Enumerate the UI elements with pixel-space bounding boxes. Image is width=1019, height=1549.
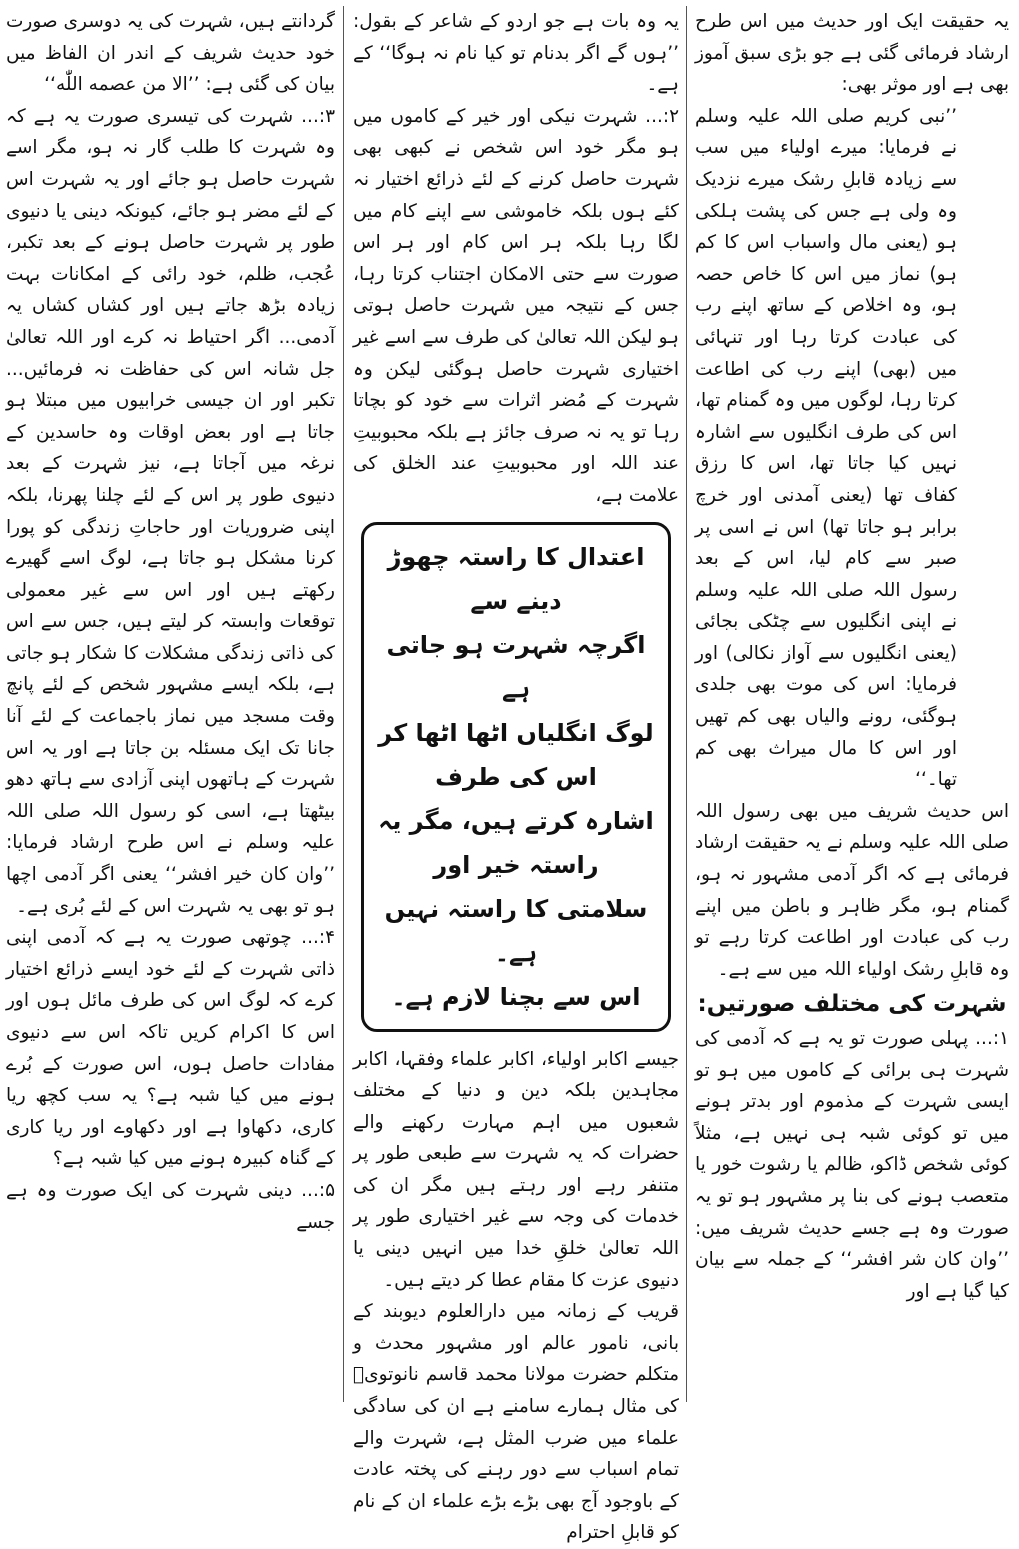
- callout-line: اشارہ کرتے ہیں، مگر یہ راستہ خیر اور: [378, 806, 654, 879]
- paragraph: ۱:... پہلی صورت تو یہ ہے کہ آدمی کی شہرت ہی برائی کے کاموں میں ہو تو ایسی شہرت کے مذموم اور بدتر ہونے میں تو کوئی شبہ ہی نہیں ہے، مثلاً کوئی شخص ڈاکو، ظالم یا رشوت خور یا متعصب ہونے کی بنا پر مشہور ہو تو یہ صورت وہ ہے جسے حدیث شریف میں: ’’وان کان شر افشر‘‘ کے جملہ سے بیان کیا گیا ہے اور: [695, 1028, 1009, 1302]
- paragraph: قریب کے زمانہ میں دارالعلوم دیوبند کے بانی، نامور عالم اور مشہور محدث و متکلم حضرت مولانا محمد قاسم نانوتویؒ کی مثال ہمارے سامنے ہے ان کی سادگی علماء میں ضرب المثل ہے، شہرت والے تمام اسباب سے دور رہنے کی پختہ عادت کے باوجود آج بھی بڑے بڑے علماء ان کے نام کو قابلِ احترام: [353, 1301, 679, 1544]
- paragraph: ۲:... شہرت نیکی اور خیر کے کاموں میں ہو مگر خود اس شخص نے کبھی بھی شہرت حاصل کرنے کے لئے ذرائع اختیار نہ کئے ہوں بلکہ خاموشی سے اپنے کام میں لگا رہا بلکہ ہر اس کام اور ہر اس صورت سے حتی الامکان اجتناب کرتا رہا، جس کے نتیجہ میں شہرت حاصل ہوتی ہو لیکن اللہ تعالیٰ کی طرف سے اسے غیر اختیاری شہرت حاصل ہوگئی لیکن وہ شہرت کے مُضر اثرات سے خود کو بچاتا رہا تو یہ نہ صرف جائز ہے بلکہ محبوبیتِ عند اللہ اور محبوبیتِ عند الخلق کی علامت ہے،: [353, 105, 679, 506]
- callout-line: اعتدال کا راستہ چھوڑ دینے سے: [387, 542, 645, 615]
- paragraph: جیسے اکابر اولیاء، اکابر علماء وفقہا، اکابر مجاہدین بلکہ دین و دنیا کے مختلف شعبوں میں اہم مہارت رکھنے والے حضرات کہ یہ شہرت سے طبعی طور پر متنفر رہے اور رہتے ہیں مگر ان کی خدمات کی وجہ سے غیر اختیاری طور پر اللہ تعالیٰ خلقِ خدا میں انہیں دینی یا دنیوی عزت کا مقام عطا کر دیتے ہیں۔: [353, 1048, 679, 1291]
- hadith-quote: ’’نبی کریم صلی اللہ علیہ وسلم نے فرمایا: میرے اولیاء میں سب سے زیادہ قابلِ رشک میرے نزدیک وہ ولی ہے جس کی پشت ہلکی ہو (یعنی مال واسباب اس کا کم ہو) نماز میں اس کا خاص حصہ ہو، وہ اخلاص کے ساتھ اپنے رب کی عبادت کرتا رہا اور تنہائی میں (بھی) اپنے رب کی اطاعت کرتا رہا، لوگوں میں وہ گمنام تھا، اس کی طرف انگلیوں سے اشارہ نہیں کیا جاتا تھا، اس کا رزق کفاف تھا (یعنی آمدنی اور خرچ برابر ہو جاتا تھا) اس نے اسی پر صبر سے کام لیا، اس کے بعد رسول اللہ صلی اللہ علیہ وسلم نے اپنی انگلیوں سے چٹکی بجائی (یعنی انگلیوں سے آواز نکالی) اور فرمایا: اس کی موت بھی جلدی ہوگئی، رونے والیاں بھی کم تھیں اور اس کا مال میراث بھی کم تھا۔‘‘: [695, 105, 957, 791]
- column-divider: [343, 6, 344, 1402]
- paragraph: یہ حقیقت ایک اور حدیث میں اس طرح ارشاد فرمائی گئی ہے جو بڑی سبق آموز بھی ہے اور موثر بھی:: [695, 11, 1009, 96]
- paragraph: گردانتے ہیں، شہرت کی یہ دوسری صورت خود حدیث شریف کے اندر ان الفاظ میں بیان کی گئی ہے: ’’الا من عصمه اللّٰه‘‘: [6, 11, 335, 96]
- callout-line: اس سے بچنا لازم ہے۔: [391, 982, 641, 1011]
- paragraph: ۴:... چوتھی صورت یہ ہے کہ آدمی اپنی ذاتی شہرت کے لئے خود ایسے ذرائع اختیار کرے کہ لوگ اس کی طرف مائل ہوں اور اس کا اکرام کریں تاکہ اس سے دنیوی مفادات حاصل ہوں، اس صورت کے بُرے ہونے میں کیا شبہ ہے؟ یہ سب کچھ ریا کاری، دکھاوا ہے اور دکھاوے اور ریا کاری کے گناہ کبیرہ ہونے میں کیا شبہ ہے؟: [6, 927, 335, 1170]
- column-divider: [686, 6, 687, 1402]
- callout-line: لوگ انگلیاں اٹھا اٹھا کر اس کی طرف: [378, 718, 654, 791]
- right-column: [695, 6, 1013, 1402]
- callout-line: سلامتی کا راستہ نہیں ہے۔: [384, 894, 648, 967]
- section-heading: شہرت کی مختلف صورتیں:: [697, 991, 1007, 1018]
- paragraph: ۳:... شہرت کی تیسری صورت یہ ہے کہ وہ شہرت کا طلب گار نہ ہو، مگر اسے شہرت حاصل ہو جائے اور یہ شہرت اس کے لئے مضر ہو جائے، کیونکہ دینی یا دنیوی طور پر شہرت حاصل ہونے کے بعد تکبر، عُجب، ظلم، خود رائی کے امکانات بہت زیادہ بڑھ جاتے ہیں اور کشاں کشاں یہ آدمی... اگر احتیاط نہ کرے اور اللہ تعالیٰ جل شانہ اس کی حفاظت نہ فرمائیں... تکبر اور ان جیسی خرابیوں میں مبتلا ہو جاتا ہے اور بعض اوقات وہ حاسدین کے نرغہ میں آجاتا ہے، نیز شہرت کے بعد دنیوی طور پر اس کے لئے چلنا پھرنا، بلکہ اپنی ضروریات اور حاجاتِ زندگی کو پورا کرنا مشکل ہو جاتا ہے، لوگ اسے گھیرے رکھتے ہیں اور اس سے غیر معمولی توقعات وابستہ کر لیتے ہیں، جس سے اس کی ذاتی زندگی مشکلات کا شکار ہو جاتی ہے، بلکہ ایسے مشہور شخص کے لئے پانچ وقت مسجد میں نماز باجماعت کے لئے آنا جانا تک ایک مسئلہ بن جاتا ہے اور یہ اس شہرت کے ہاتھوں اپنی آزادی سے ہاتھ دھو بیٹھتا ہے، اسی کو رسول اللہ صلی اللہ علیہ وسلم نے اس طرح ارشاد فرمایا: ’’وان کان خیر افشر‘‘ یعنی اگر آدمی اچھا ہو تو بھی یہ شہرت اس کے لئے بُری ہے۔: [6, 105, 335, 917]
- callout-box: [361, 522, 671, 1032]
- middle-column: [353, 6, 679, 1544]
- paragraph: اس حدیث شریف میں بھی رسول اللہ صلی اللہ علیہ وسلم نے یہ حقیقت ارشاد فرمائی ہے کہ اگر آدمی مشہور نہ ہو، گمنام ہو، مگر ظاہر و باطن میں اپنے رب کی عبادت اور اطاعت کرتا رہے تو وہ قابلِ رشک اولیاء اللہ میں سے ہے۔: [695, 800, 1009, 980]
- callout-line: اگرچہ شہرت ہو جاتی ہے: [386, 630, 646, 703]
- left-column: [6, 6, 335, 1402]
- paragraph: یہ وہ بات ہے جو اردو کے شاعر کے بقول: ’’ہوں گے اگر بدنام تو کیا نام نہ ہوگا‘‘ کے ہے۔: [353, 11, 679, 96]
- paragraph: ۵:... دینی شہرت کی ایک صورت وہ ہے جسے: [6, 1179, 335, 1233]
